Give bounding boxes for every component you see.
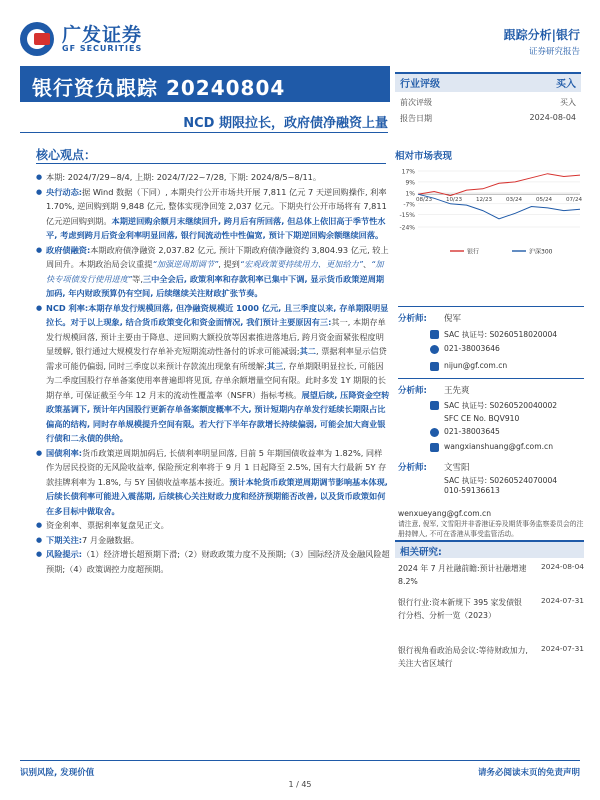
related-reports-title: 相关研究: xyxy=(400,547,442,558)
prev-rating-label: 前次评级 xyxy=(400,98,432,107)
x-tick-label: 08/23 xyxy=(415,197,433,204)
bullet-next-watch: ● 下期关注:7 月金融数据。 xyxy=(36,533,390,548)
id-card-icon xyxy=(430,330,439,339)
related-report-date: 2024-07-31 xyxy=(541,596,584,605)
bullet-period: ● 本期: 2024/7/29~8/4, 上期: 2024/7/22~7/28, 下期: 2024/8/5~8/11。 xyxy=(36,170,390,185)
analyst-divider xyxy=(398,378,584,379)
analyst-name: 文雪阳 xyxy=(444,463,470,473)
analyst-phone: 010-59136613 xyxy=(444,486,500,495)
rating-label: 行业评级 xyxy=(400,79,440,90)
phone-icon xyxy=(430,345,439,354)
related-report-date: 2024-08-04 xyxy=(541,562,584,571)
analyst-label: 分析师: xyxy=(398,314,427,324)
y-tick-label: 1% xyxy=(405,190,415,198)
company-logo xyxy=(20,22,170,58)
chart-title: 相对市场表现 xyxy=(395,151,453,162)
series-line xyxy=(415,194,580,219)
phone-icon xyxy=(430,428,439,437)
y-tick-label: -7% xyxy=(403,201,415,209)
x-tick-label: 12/23 xyxy=(475,197,493,204)
bullet-ncd-rate: ● NCD 利率:本期存单发行规模回落, 但净融资规模近 1000 亿元, 且三季度以来, 存单期限明显拉长。对于以上现象, 结合货币政策变化和资金面情况, 我们预计主要原因有三:其一, 本期存单发行规模回落, 预计主要由于降息、逆回购大额投放等因素推进落地后, 跨月资金面紧张程度明显缓解, 银行通过大规模发行存单补充短期流动性备付的诉求可能减弱;其二, 票据利率显示信贷需求可能仍偏弱, 同时三季度以来预计存款流出现象有所缓解;其三, 存单期限明显拉长, 可能因为二季度国股行存单备案使用率普遍即将见顶, 存单余额增量空间有限。此时多发 1Y 期限的长期存单, 可保证截至今年 12 月末的流动性覆盖率（NSFR）指标考核。展望后续, 压降资金空转政策基调下, 预计年内国股行更新存单备案额度概率不大, 预计短期内存单发行延续长期限占比偏高的结构, 同时存单规模提升空间有限。若大行下半年存款增长持续偏弱, 可能会加大商业银行债和二永债的供给。 xyxy=(36,301,390,446)
footer-disclaimer-note: 请务必阅读末页的免责声明 xyxy=(477,768,580,778)
analyst-name: 王先爽 xyxy=(444,386,470,396)
footer-slogan: 识别风险, 发现价值 xyxy=(20,768,95,778)
related-report-text[interactable]: 银行视角看政治局会议:等待财政加力, 关注大省区域行 xyxy=(398,646,528,668)
core-points-list xyxy=(36,170,390,576)
analyst-label: 分析师: xyxy=(398,463,427,473)
bullet-funding-rate: ● 资金利率、票据利率复盘见正文。 xyxy=(36,518,390,533)
prev-rating-value: 买入 xyxy=(560,98,576,107)
analyst-disclaimer xyxy=(398,509,584,539)
legend-label: 银行 xyxy=(467,248,480,256)
related-report-date: 2024-07-31 xyxy=(541,644,584,653)
email-icon xyxy=(430,443,439,452)
page-subtitle: NCD 期限拉长，政府债净融资上量 xyxy=(183,116,388,131)
related-report-text[interactable]: 银行行业:资本新规下 395 家发债银行分档、分析一览（2023） xyxy=(398,598,522,620)
logo-text-cn: 广发证券 xyxy=(62,24,143,46)
report-type: 证券研究报告 xyxy=(528,47,580,57)
bullet-gov-bond: ● 政府债融资:本期政府债净融资 2,037.82 亿元, 预计下期政府债净融资约 3,804.93 亿元, 较上周回升。本期政治局会议重提“加强逆周期调节”, 提到“宏观政策要持续用力、更加给力”、“加快专项债发行使用进度”等,三中全会后, 政策利率和存款利率已集中下调, 显示货币政策逆周期加码, 年内财政预算仍有空间, 后续继续关注财政扩张节奏。 xyxy=(36,243,390,301)
analyst-email[interactable]: wenxueyang@gf.com.cn xyxy=(398,509,492,518)
y-tick-label: 17% xyxy=(401,168,415,176)
x-tick-label: 07/24 xyxy=(565,197,583,204)
y-tick-label: -15% xyxy=(399,212,415,220)
analyst-sac: SAC 执证号: S0260518020004 xyxy=(444,330,558,339)
analyst-email[interactable]: wangxianshuang@gf.com.cn xyxy=(444,442,554,451)
report-date-value: 2024-08-04 xyxy=(529,113,576,122)
core-points-title: 核心观点： xyxy=(36,148,97,162)
analyst-email[interactable]: nijun@gf.com.cn xyxy=(444,361,508,370)
analyst-sac: SAC 执证号: S0260520040002 xyxy=(444,401,558,410)
x-tick-label: 05/24 xyxy=(535,197,553,204)
bullet-central-bank: ● 央行动态:据 Wind 数据（下同）, 本期央行公开市场共开展 7,811 亿元 7 天逆回购操作, 利率 1.70%, 逆回购到期 9,848 亿元, 整体实现净回笼 2,037 亿元。下期央行公开市场将有 7,811 亿元逆回购到期。本期逆回购余额月末继续回升, 跨月后有所回落, 但总体上依旧高于季节性水平, 考虑到跨月后资金利率明显回落, 银行间流动性中性偏宽, 预计下期逆回购余额继续回落。 xyxy=(36,185,390,243)
rating-value: 买入 xyxy=(556,79,576,90)
core-points-divider xyxy=(36,163,386,164)
analyst-sac: SAC 执证号: S0260524070004 xyxy=(444,476,558,485)
email-icon xyxy=(430,362,439,371)
y-tick-label: 9% xyxy=(405,179,415,187)
logo-text-en: GF SECURITIES xyxy=(62,44,143,53)
title-divider xyxy=(20,132,388,133)
y-tick-label: -24% xyxy=(399,224,415,232)
analyst-sfc: SFC CE No. BQV910 xyxy=(444,414,520,423)
legend-label: 沪深300 xyxy=(529,248,553,256)
disclaimer-text: 请注意, 倪军, 文雪阳并非香港证券及期货事务监察委员会的注册持牌人, 不可在香港从事受监管活动。 xyxy=(398,520,584,538)
x-tick-label: 03/24 xyxy=(505,197,523,204)
report-category: 跟踪分析|银行 xyxy=(503,28,580,42)
bullet-risk: ● 风险提示:（1）经济增长超预期下滑;（2）财政政策力度不及预期;（3）国际经济及金融风险超预期;（4）政策调控力度超预期。 xyxy=(36,547,390,576)
page-number: 1 / 45 xyxy=(288,780,312,789)
report-date-label: 报告日期 xyxy=(400,114,432,123)
analyst-phone: 021-38003645 xyxy=(444,427,500,436)
id-card-icon xyxy=(430,401,439,410)
analyst-name: 倪军 xyxy=(444,314,462,324)
page-title: 银行资负跟踪 20240804 xyxy=(32,76,286,100)
analyst-label: 分析师: xyxy=(398,386,427,396)
x-tick-label: 10/23 xyxy=(445,197,463,204)
series-line xyxy=(418,174,580,196)
related-report-text[interactable]: 2024 年 7 月社融前瞻:预计社融增速 8.2% xyxy=(398,564,527,586)
analyst-phone: 021-38003646 xyxy=(444,344,500,353)
logo-icon xyxy=(20,22,54,56)
footer-divider xyxy=(20,760,580,761)
relative-performance-chart xyxy=(390,165,584,261)
analyst-divider xyxy=(398,306,584,307)
related-reports-header xyxy=(395,540,584,558)
bullet-treasury-rate: ● 国债利率:货币政策逆周期加码后, 长债利率明显回落, 目前 5 年期国债收益率为 1.82%, 同样作为居民投资的无风险收益率, 保险预定利率将于 9 月 1 日起降至 2.5%, 国有大行最新 5Y 存款挂牌利率为 1.8%, 与 5Y 国债收益率基本接近。预计本轮货币政策逆周期调节影响基本体现, 后续长债利率可能进入震荡期, 后续核心关注财政力度和经济预期能否改善, 以及货币政策如何在多目标中做取舍。 xyxy=(36,446,390,519)
